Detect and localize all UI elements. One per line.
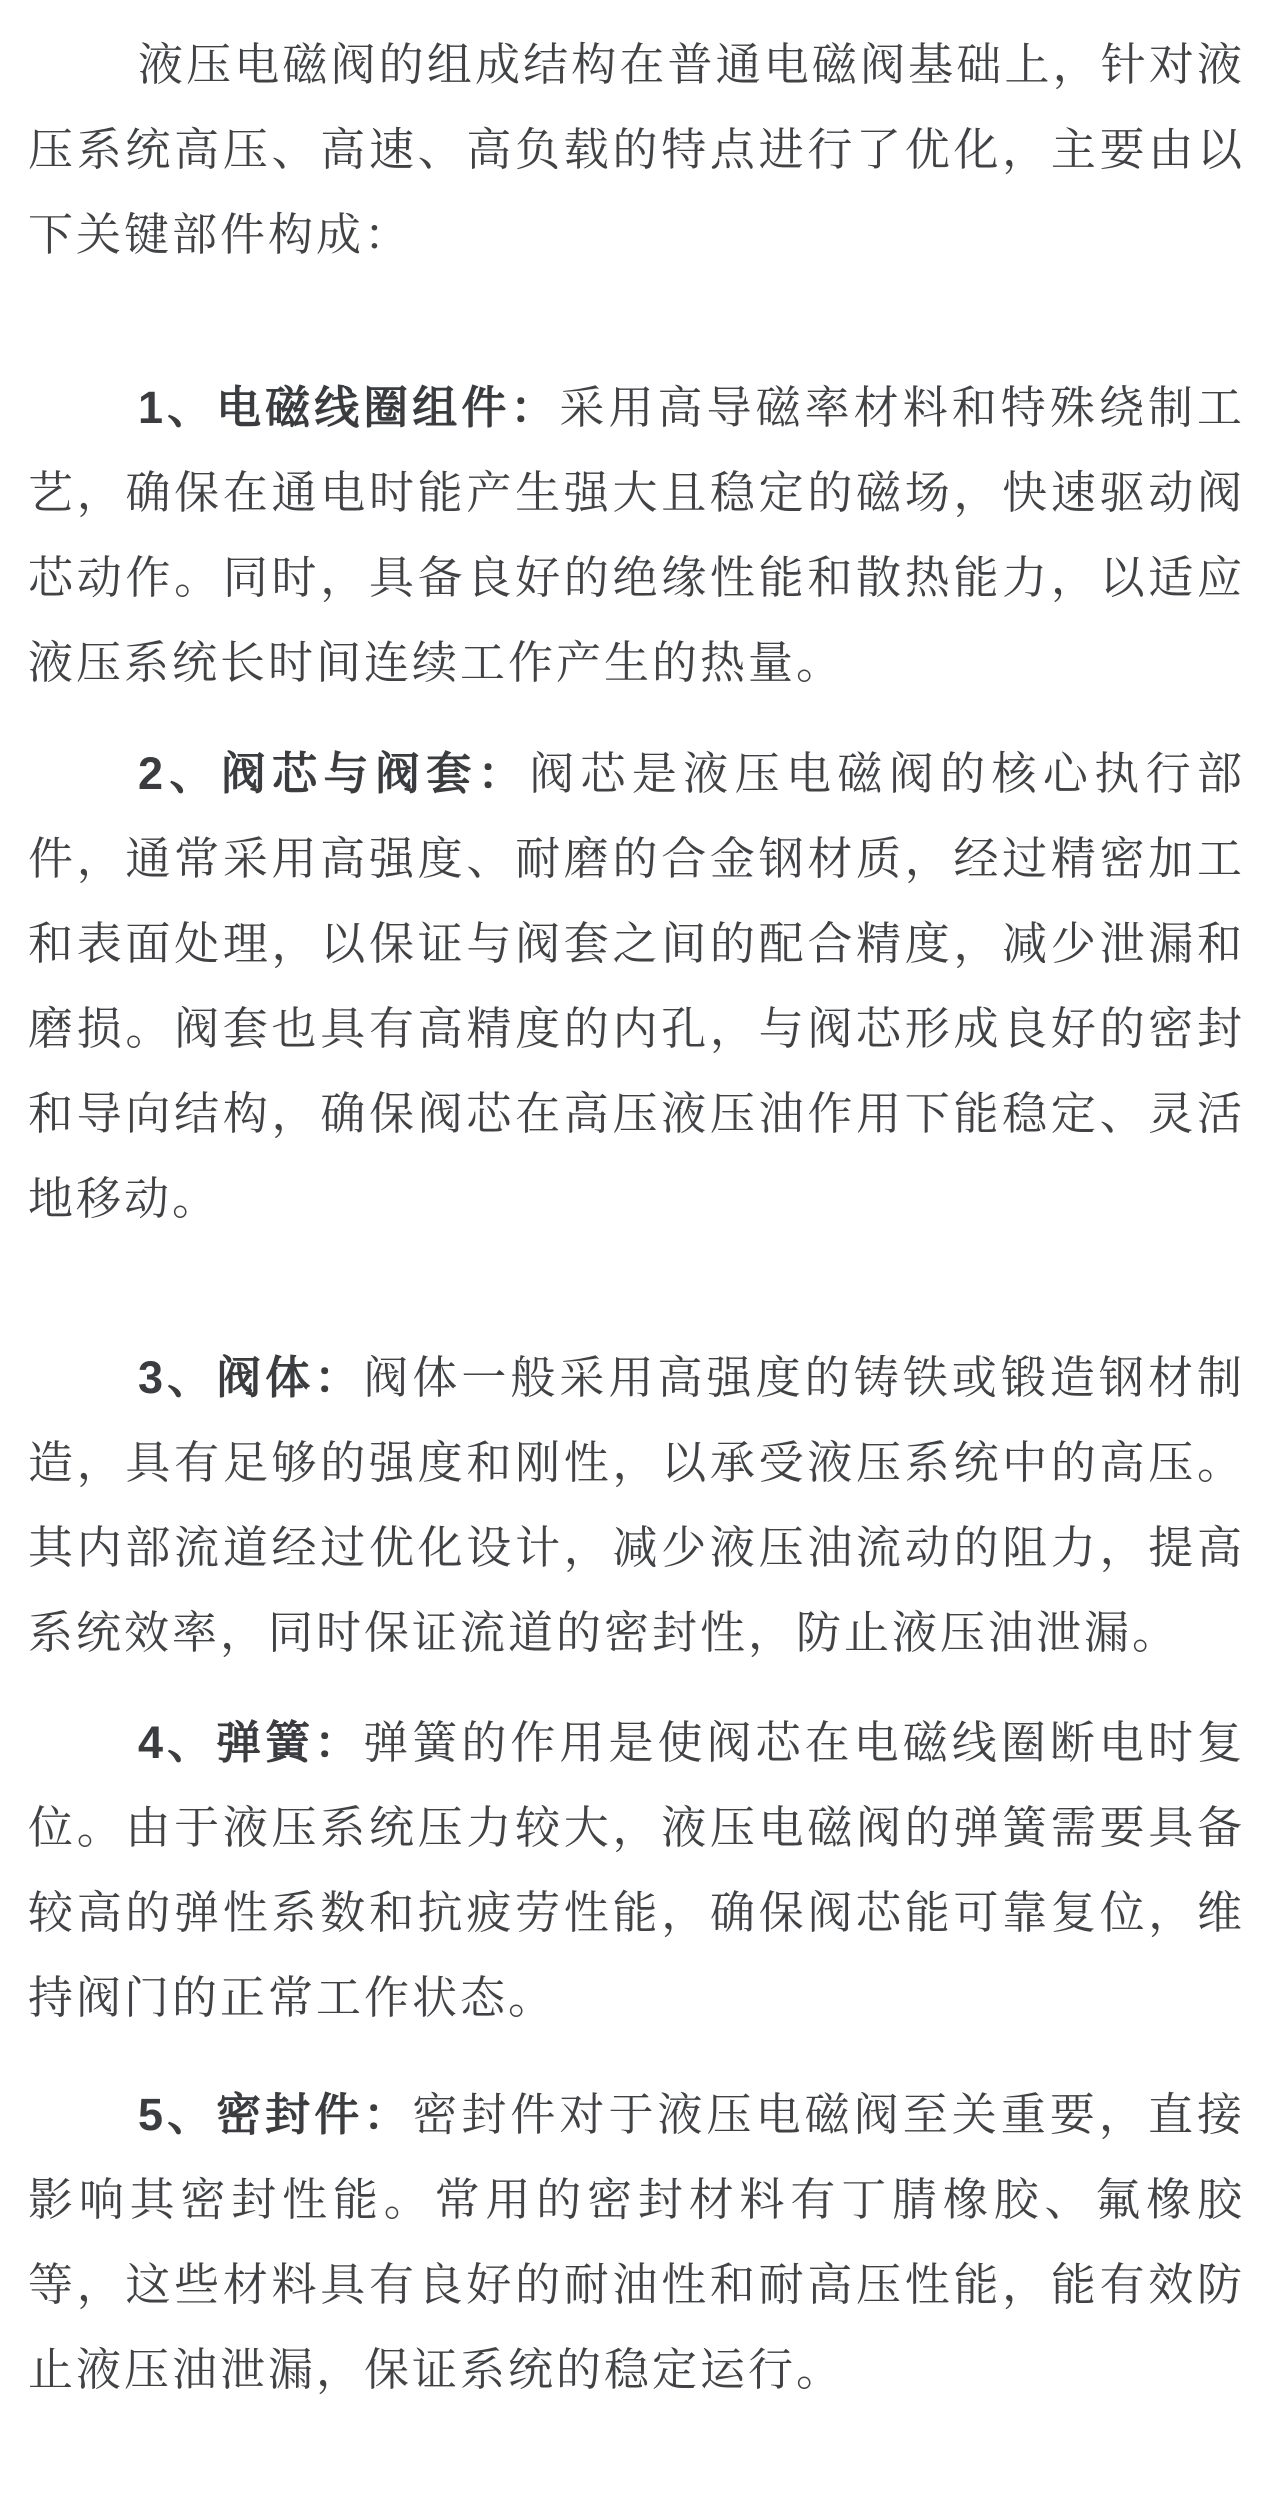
section-paragraph-4 bbox=[28, 1700, 1245, 2040]
section-paragraph-3 bbox=[28, 1335, 1245, 1675]
section-3-label: 3、阀体： bbox=[138, 1352, 364, 1403]
section-paragraph-1 bbox=[28, 365, 1245, 705]
section-paragraph-2 bbox=[28, 731, 1245, 1241]
section-5-label: 5、密封件： bbox=[138, 2089, 413, 2140]
section-paragraph-5 bbox=[28, 2072, 1245, 2412]
section-2-label: 2、阀芯与阀套： bbox=[138, 748, 530, 799]
section-1-text: 采用高导磁率材料和特殊绕制工艺，确保在通电时能产生强大且稳定的磁场，快速驱动阀芯动作。同时，具备良好的绝缘性能和散热能力，以适应液压系统长时间连续工作产生的热量。 bbox=[28, 382, 1245, 688]
section-5-text: 密封件对于液压电磁阀至关重要，直接影响其密封性能。常用的密封材料有丁腈橡胶、氟橡胶等，这些材料具有良好的耐油性和耐高压性能，能有效防止液压油泄漏，保证系统的稳定运行。 bbox=[28, 2089, 1245, 2395]
section-2-text: 阀芯是液压电磁阀的核心执行部件，通常采用高强度、耐磨的合金钢材质，经过精密加工和表面处理，以保证与阀套之间的配合精度，减少泄漏和磨损。阀套也具有高精度的内孔，与阀芯形成良好的密封和导向结构，确保阀芯在高压液压油作用下能稳定、灵活地移动。 bbox=[28, 748, 1245, 1224]
section-4-text: 弹簧的作用是使阀芯在电磁线圈断电时复位。由于液压系统压力较大，液压电磁阀的弹簧需要具备较高的弹性系数和抗疲劳性能，确保阀芯能可靠复位，维持阀门的正常工作状态。 bbox=[28, 1717, 1245, 2023]
section-1-label: 1、电磁线圈组件： bbox=[138, 382, 560, 433]
intro-paragraph: 液压电磁阀的组成结构在普通电磁阀基础上，针对液压系统高压、高速、高负载的特点进行了优化，主要由以下关键部件构成： bbox=[28, 39, 1245, 260]
section-3-text: 阀体一般采用高强度的铸铁或锻造钢材制造，具有足够的强度和刚性，以承受液压系统中的高压。其内部流道经过优化设计，减少液压油流动的阻力，提高系统效率，同时保证流道的密封性，防止液压油泄漏。 bbox=[28, 1352, 1245, 1658]
section-4-label: 4、弹簧： bbox=[138, 1717, 364, 1768]
